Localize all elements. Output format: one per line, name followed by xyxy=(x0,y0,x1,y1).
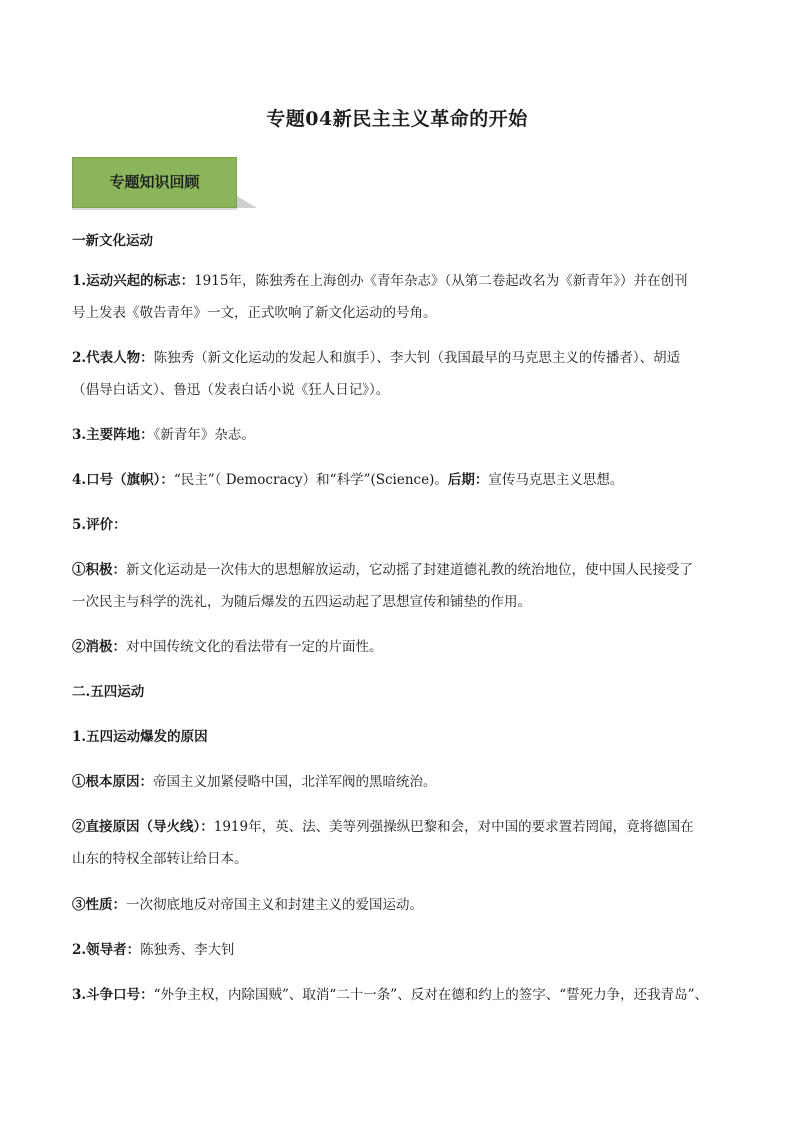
leaders-label: 2.领导者： xyxy=(72,942,141,958)
section-banner-label: 专题知识回顾 xyxy=(109,173,200,191)
cause-root xyxy=(72,772,724,792)
paragraph-1-text-a: 1915年，陈独秀在上海创办《青年杂志》（从第二卷起改名为《新青年》）并在创刊 xyxy=(194,273,688,289)
evaluation-positive-line-1 xyxy=(72,560,724,580)
slogans xyxy=(72,985,724,1005)
evaluation-negative-label: ②消极： xyxy=(72,639,126,655)
evaluation-positive-label: ①积极： xyxy=(72,562,126,578)
banner-shadow-tail xyxy=(237,196,257,208)
paragraph-5 xyxy=(72,515,724,535)
paragraph-4-label: 4.口号（旗帜）： xyxy=(72,472,174,488)
paragraph-1-line-2: 号上发表《敬告青年》一文，正式吹响了新文化运动的号角。 xyxy=(72,305,437,321)
evaluation-positive-text-a: 新文化运动是一次伟大的思想解放运动，它动摇了封建道德礼教的统治地位，使中国人民接受了 xyxy=(126,562,693,578)
cause-root-label: ①根本原因： xyxy=(72,774,153,790)
paragraph-1-label: 1.运动兴起的标志： xyxy=(72,273,195,289)
evaluation-negative-text: 对中国传统文化的看法带有一定的片面性。 xyxy=(126,639,383,655)
cause-direct-line-2: 山东的特权全部转让给日本。 xyxy=(72,851,248,867)
heading-new-culture-movement: 一新文化运动 xyxy=(72,233,153,249)
paragraph-2-line-1 xyxy=(72,348,724,368)
banner-shadow-foot xyxy=(72,208,237,210)
document-title: 专题04新民主主义革命的开始 xyxy=(266,108,528,130)
subheading-causes: 1.五四运动爆发的原因 xyxy=(72,729,208,745)
leaders-text: 陈独秀、李大钊 xyxy=(140,942,235,958)
paragraph-4-text-later: 宣传马克思主义思想。 xyxy=(488,472,624,488)
paragraph-2-line-2: （倡导白话文）、鲁迅（发表白话小说《狂人日记》）。 xyxy=(72,382,390,398)
evaluation-positive-line-2: 一次民主与科学的洗礼，为随后爆发的五四运动起了思想宣传和铺垫的作用。 xyxy=(72,594,531,610)
paragraph-4 xyxy=(72,470,724,490)
nature xyxy=(72,895,724,915)
section-banner xyxy=(72,157,237,208)
paragraph-4-text: “民主”（ Democracy）和“科学”(Science)。 xyxy=(173,472,448,488)
paragraph-3-label: 3.主要阵地： xyxy=(72,427,154,443)
paragraph-1-line-1 xyxy=(72,271,724,291)
paragraph-2-text-a: 陈独秀（新文化运动的发起人和旗手）、李大钊（我国最早的马克思主义的传播者）、胡适 xyxy=(153,350,681,366)
heading-may-fourth-movement: 二.五四运动 xyxy=(72,684,145,700)
cause-direct-label: ②直接原因（导火线）： xyxy=(72,819,214,835)
cause-root-text: 帝国主义加紧侵略中国，北洋军阀的黑暗统治。 xyxy=(153,774,437,790)
paragraph-4-label-later: 后期： xyxy=(447,472,489,488)
evaluation-negative xyxy=(72,637,724,657)
paragraph-3-text: 《新青年》杂志。 xyxy=(153,427,255,443)
paragraph-3 xyxy=(72,425,724,445)
nature-text: 一次彻底地反对帝国主义和封建主义的爱国运动。 xyxy=(126,897,423,913)
cause-direct-text-a: 1919年，英、法、美等列强操纵巴黎和会，对中国的要求置若罔闻，竟将德国在 xyxy=(213,819,694,835)
slogans-text: “外争主权，内除国贼”、取消“二十一条”、反对在德和约上的签字、“誓死力争，还我青岛”、 xyxy=(153,987,709,1003)
paragraph-5-label: 5.评价： xyxy=(72,517,127,533)
leaders xyxy=(72,940,724,960)
nature-label: ③性质： xyxy=(72,897,126,913)
slogans-label: 3.斗争口号： xyxy=(72,987,154,1003)
paragraph-2-label: 2.代表人物： xyxy=(72,350,154,366)
cause-direct-line-1 xyxy=(72,817,724,837)
